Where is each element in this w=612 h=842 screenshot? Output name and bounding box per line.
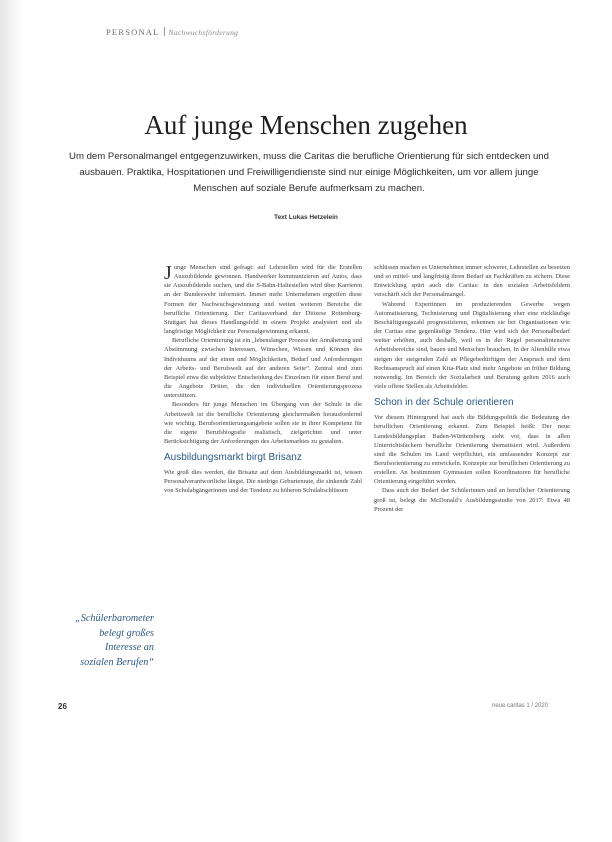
article-title: Auf junge Menschen zugehen: [144, 110, 468, 140]
pull-quote-line: sozialen Berufen“: [80, 656, 154, 668]
running-header: [106, 27, 238, 37]
header-divider: [164, 27, 165, 36]
paragraph: Wie groß dies werden, die Brisanz auf dem Ausbildungsmarkt ist, wissen Personalverantwortliche längst. Die niedrige Geburtenrate, die sinkende Zahl von Schulabgängerinnen und der Tendenz zu höheren Schulabschlüssen: [164, 469, 362, 495]
paragraph: schlüssen machen es Unternehmen immer schwerer, Lehrstellen zu besetzen und so mittel- und langfristig ihren Bedarf an Fachkräften zu sichern. Diese Entwicklung spürt auch die Caritas: in den sozialen Arbeitsfeldern verschärft sich der Personalmangel.: [374, 264, 570, 299]
paragraph: Besonders für junge Menschen im Übergang von der Schule in die Arbeitswelt ist die berufliche Orientierung gleichermaßen herausfordernd wie wichtig. Berufsorientierungsangebote sollen sie in ihrer Kompetenz für die eigene Berufsbiografie realistisch, zielgerichtet und unter Berücksichtigung der Anforderungen des Arbeitsmarktes zu gestalten.: [164, 401, 362, 445]
byline: Text Lukas Hetzelein: [274, 214, 338, 221]
subsection-label: Nachwuchsförderung: [168, 28, 239, 37]
pull-quote: [54, 612, 154, 670]
text-column-1: [164, 263, 362, 496]
section-heading: Schon in der Schule orientieren: [374, 397, 514, 409]
page-number: 26: [58, 702, 67, 711]
section-heading: Ausbildungsmarkt birgt Brisanz: [164, 452, 302, 464]
paragraph: [164, 263, 362, 336]
pull-quote-line: belegt großes: [99, 627, 154, 639]
paragraph: Dass auch der Bedarf der Schülerinnen und an beruflicher Orientierung groß ist, belegt die McDonald’s Ausbildungsstudie von 2017: Etwa 48 Prozent der: [374, 487, 570, 513]
article-lead: Um dem Personalmangel entgegenzuwirken, muss die Caritas die berufliche Orientierung für sich entdecken und ausbauen. Praktika, Hospitationen und Freiwilligendienste sind nur einige Möglichkeiten, um vor allem junge Menschen auf soziale Berufe aufmerksam zu machen.: [69, 151, 549, 194]
paragraph: Vor diesem Hintergrund hat auch die Bildungspolitik die Bedeutung der beruflichen Orientierung erkannt. Zum Beispiel heißt: Der neue Landesbildungsplan Baden-Württemberg sieht vor, dass in allen Unterrichtsfächern berufliche Orientierung thematisiert wird. Außerdem sind die Schulen im Land verpflichtet, ein umfassendes Konzept zur Berufsorientierung zu entwickeln. Konzepte zur beruflichen Orientierung zu erstellen. An bestimmten Gymnasien sollen Koordinatoren für berufliche Orientierung eingeführt werden.: [374, 414, 570, 486]
pull-quote-line: Interesse an: [104, 642, 154, 653]
paragraph: Während Expertinnen im produzierenden Gewerbe wegen Automatisierung, Technisierung und Digitalisierung eher eine rückläufige Beschäftigungszahl prognostizieren, erkennen sie bei Organisationen wie der Caritas eine gegenläufige Tendenz. Hier wird sich der Personalbedarf weiter erhöhen, auch deshalb, weil es in der Regel personalintensive Arbeitsbereiche sind, bauen und Menschen brauchen. In der Altenhilfe etwa steigen der steigenden Zahl an Pflegebedürftigen der Anspruch und dem Rechtsanspruch auf einen Kita-Platz sind mehr Angebote an früher Bildung notwendig. Im Bereich der Sozialarbeit und Beratung gelten 2016 auch viele offene Stellen als Arbeitsfelder.: [374, 300, 570, 391]
drop-cap: J: [164, 262, 172, 284]
paragraph: Berufliche Orientierung ist ein „lebenslanger Prozess der Annäherung und Abstimmung zwischen Interessen, Wünschen, Wissen und Können des Individuums auf der einen und Möglichkeiten, Bedarf und Anforderungen der Arbeits- und Berufswelt auf der anderen Seite“. Zentral sind zum Beispiel etwa die subjektive Entscheidung des Einzelnen für einen Beruf und die Angebote Dritter, die den individuellen Orientierungsprozess unterstützen.: [164, 337, 362, 400]
publication-footer: neue caritas 1 / 2020: [492, 703, 549, 709]
section-label: PERSONAL: [106, 27, 160, 37]
text-column-2: [374, 263, 570, 514]
pull-quote-line: „Schülerbarometer: [75, 613, 154, 624]
paragraph-text: unge Menschen sind gefragt: auf Lehrstellen wird für die Erstellen Auszubildende gewonnen. Handwerker kommunizieren auf Autos, dass sie Auszubildende suchen, und die S-Bahn-Haltestellen wird über Karrieren an der Bundeswehr informiert. Immer mehr Unternehmen ergreifen diese Formen der Nachwuchsgewinnung und weiten weiteren Bereiche die berufliche Orientierung. Der Caritasverband der Diözese Rottenburg-Stuttgart hat dieses Handlungsfeld in einem Projekt analysiert und als langfristige Möglichkeit zur Personalgewinnung erkannt.: [164, 264, 362, 336]
